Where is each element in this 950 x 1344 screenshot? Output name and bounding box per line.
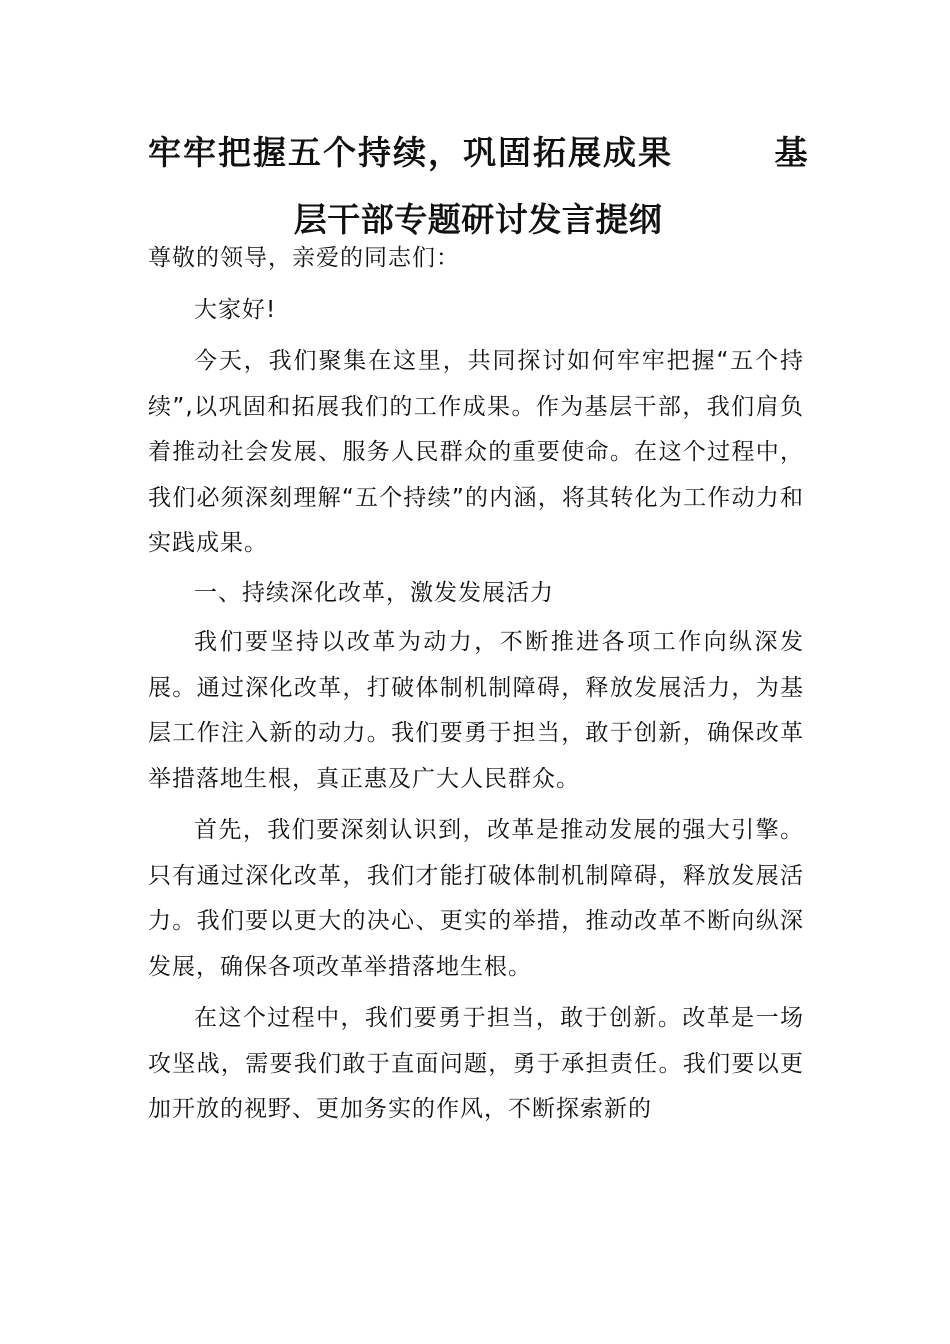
document-title-line-2: 层干部专题研讨发言提纲 bbox=[293, 200, 663, 239]
body-paragraph: 在这个过程中，我们要勇于担当，敢于创新。改革是一场攻坚战，需要我们敢于直面问题，勇于承担责任。我们要以更加开放的视野、更加务实的作风，不断探索新的 bbox=[148, 1005, 804, 1122]
body-paragraph: 我们要坚持以改革为动力，不断推进各项工作向纵深发展。通过深化改革，打破体制机制障碍，释放发展活力，为基层工作注入新的动力。我们要勇于担当，敢于创新，确保改革举措落地生根，真正惠及广大人民群众。 bbox=[148, 629, 804, 792]
body-paragraph: 首先，我们要深刻认识到，改革是推动发展的强大引擎。只有通过深化改革，我们才能打破体制机制障碍，释放发展活力。我们要以更大的决心、更实的举措，推动改革不断向纵深发展，确保各项改革举措落地生根。 bbox=[148, 817, 804, 980]
title-wrap-char: 基 bbox=[773, 133, 808, 172]
title-main-text: 牢牢把握五个持续，巩固拓展成果 bbox=[148, 133, 673, 172]
section-heading-1: 一、持续深化改革，激发发展活力 bbox=[194, 579, 554, 606]
intro-paragraph: 今天，我们聚集在这里，共同探讨如何牢牢把握“五个持续”,以巩固和拓展我们的工作成果。作为基层干部，我们肩负着推动社会发展、服务人民群众的重要使命。在这个过程中，我们必须深刻理解“五个持续”的内涵，将其转化为工作动力和实践成果。 bbox=[148, 348, 804, 556]
salutation: 尊敬的领导，亲爱的同志们： bbox=[148, 245, 460, 271]
document-title-line-1 bbox=[148, 133, 808, 173]
greeting-paragraph: 大家好! bbox=[194, 296, 277, 323]
document-body bbox=[148, 236, 804, 1133]
